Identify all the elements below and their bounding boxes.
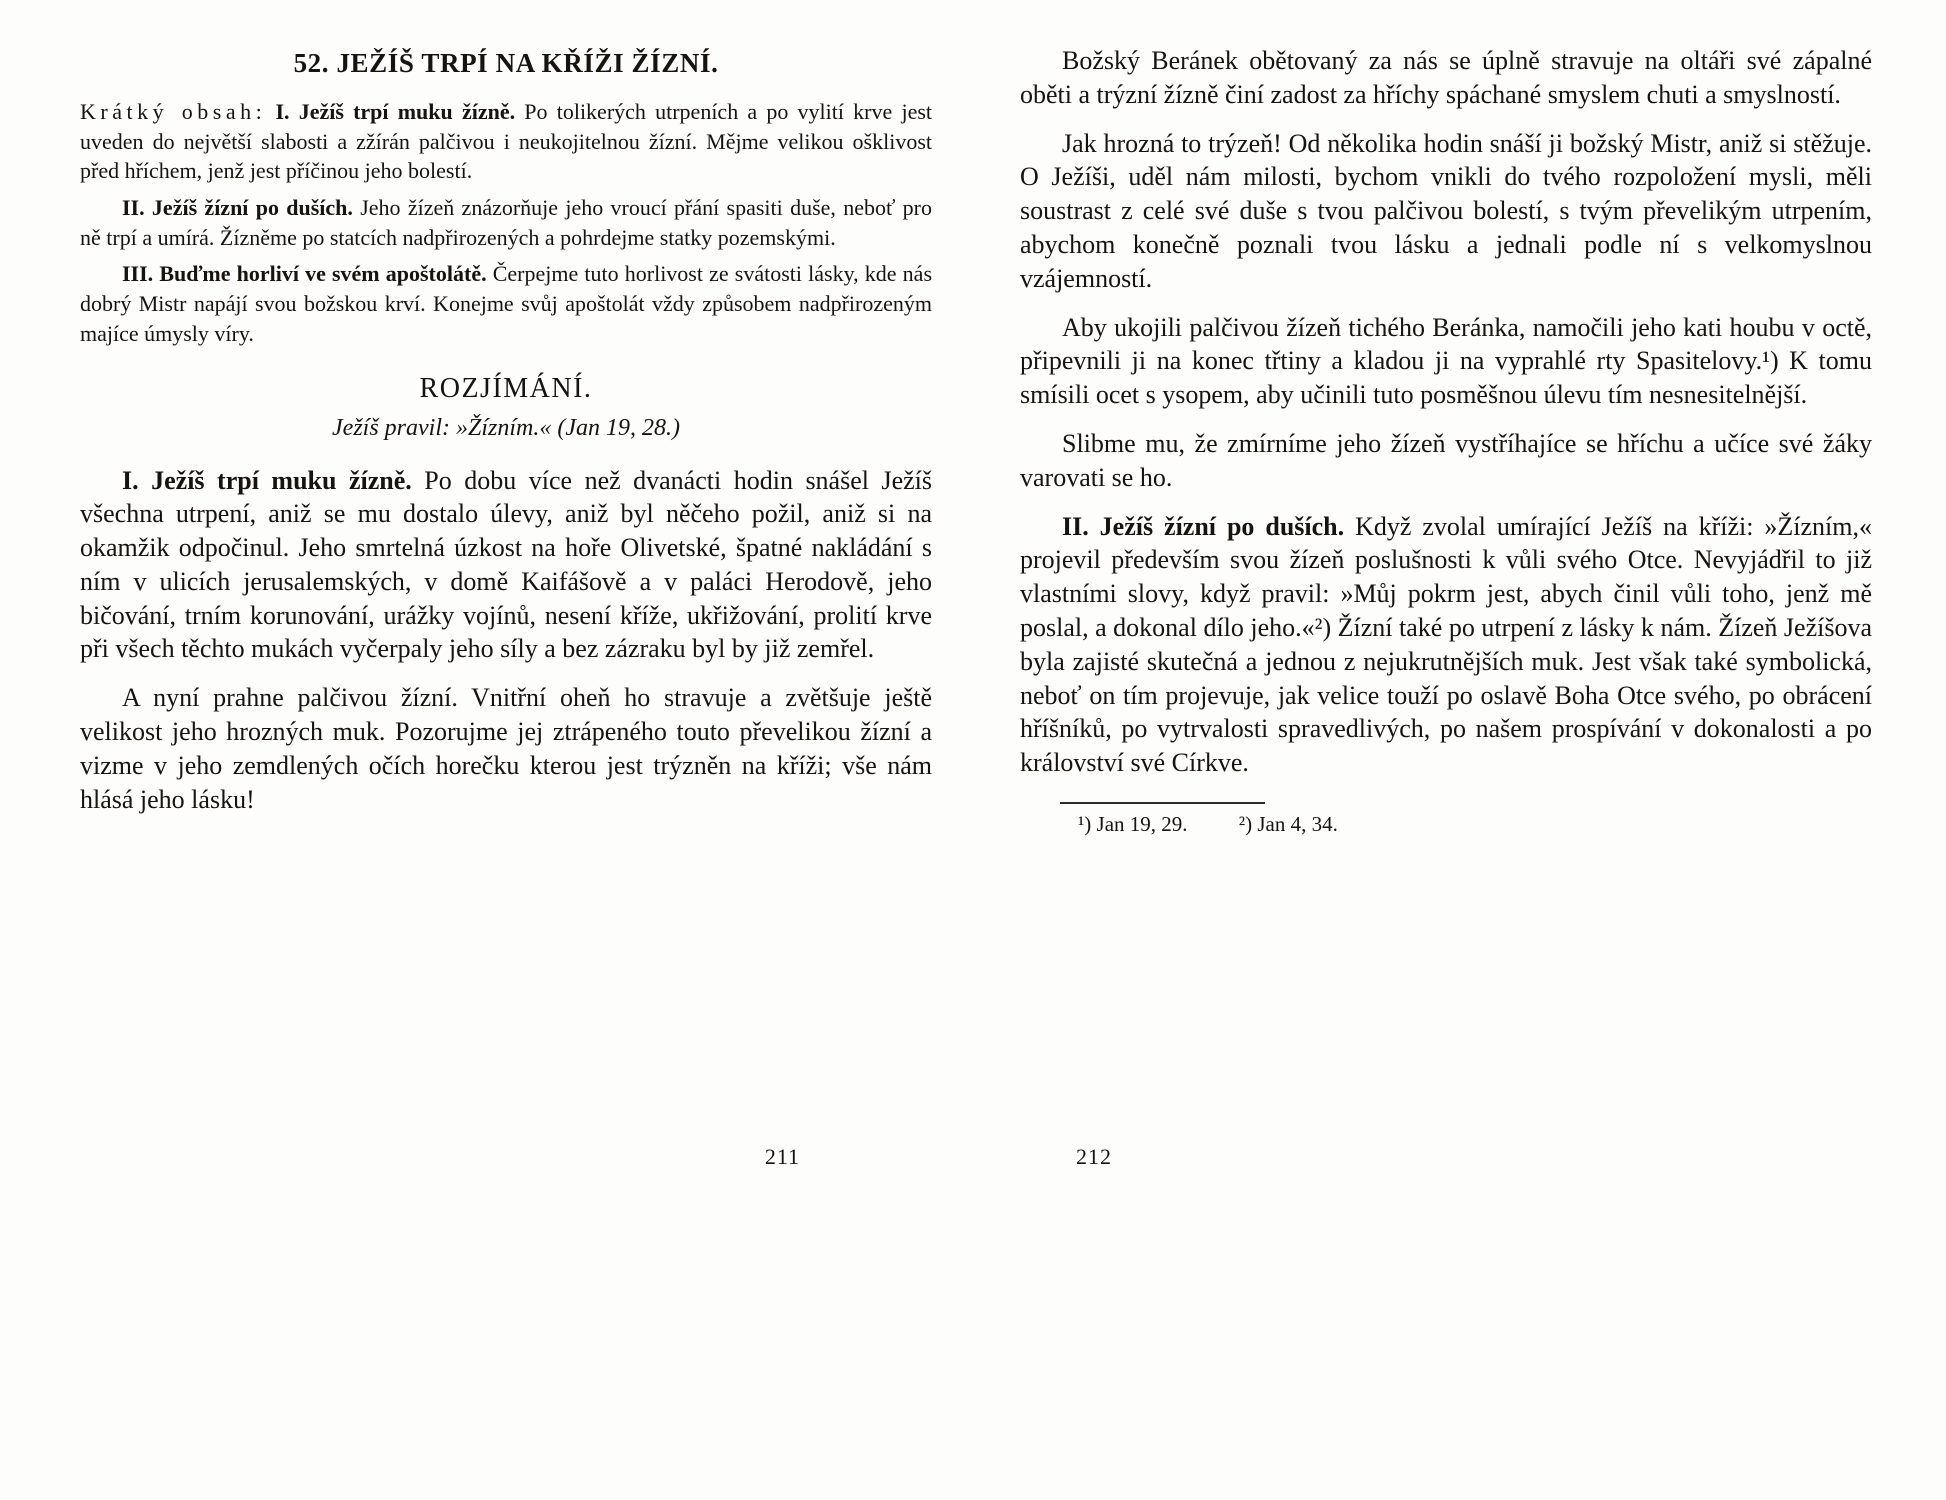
summary-paragraph-1	[80, 97, 932, 186]
footnote-1: ¹) Jan 19, 29.	[1078, 811, 1188, 836]
body-text-right-4: Slibme mu, že zmírníme jeho žízeň vystříhajíce se hříchu a učíce své žáky varovati se ho.	[1020, 428, 1872, 492]
scripture-quote: Ježíš pravil: »Žízním.« (Jan 19, 28.)	[332, 414, 680, 441]
body-text-right-2: Jak hrozná to trýzeň! Od několika hodin snáší ji božský Mistr, aniž si stěžuje. O Ježíši, uděl nám milosti, bychom vnikli do tvého rozpoložení mysli, měli soustrast z celé své duše s tvou palčivou bolestí, s tvým převelikým utrpením, abychom konečně poznali tvou lásku a jednali podle ní s velkomyslnou vzájemností.	[1020, 128, 1872, 293]
meditation-heading: ROZJÍMÁNÍ.	[419, 372, 593, 404]
summary-lead-1: I. Ježíš trpí muku žízně.	[275, 99, 516, 124]
summary-label: Krátký obsah:	[80, 99, 267, 124]
body-lead-right-5: II. Ježíš žízní po duších.	[1062, 511, 1345, 541]
body-paragraph-right-5	[1020, 510, 1872, 780]
page-number-left: 211	[764, 1144, 800, 1169]
body-text-right-5: Když zvolal umírající Ježíš na kříži: »Žízním,« projevil především svou žízeň poslušnosti k vůli svého Otce. Nevyjádřil to již vlastními slovy, když pravil: »Můj pokrm jest, abych činil vůli toho, jenž mě poslal, a dokonal dílo jeho.«²) Žízní také po utrpení z lásky k nám. Žízeň Ježíšova byla zajisté skutečná a jednou z nejukrutnějších muk. Jest však také symbolická, neboť on tím projevuje, jak velice touží po oslavě Boha Otce svého, po obrácení hříšníků, po vytrvalosti spravedlivých, po našem prospívání v dokonalosti a po království své Církve.	[1020, 511, 1872, 778]
body-paragraph-left-2	[80, 681, 932, 816]
footnote-rule	[1060, 802, 1265, 804]
summary-text-2: Jeho žízeň znázorňuje jeho vroucí přání spasiti duše, neboť pro ně trpí a umírá. Žízněme po statcích nadpřirozených a pohrdejme statky pozemskými.	[80, 195, 932, 250]
footnote-2: ²) Jan 4, 34.	[1238, 811, 1338, 836]
body-text-right-1: Božský Beránek obětovaný za nás se úplně stravuje na oltáři své zápalné oběti a trýzní žízně činí zadost za hříchy spáchané smyslem chuti a smyslností.	[1020, 46, 1872, 109]
page-right	[1020, 44, 1872, 1500]
chapter-title: 52. JEŽÍŠ TRPÍ NA KŘÍŽI ŽÍZNÍ.	[293, 48, 719, 78]
body-paragraph-right-3	[1020, 311, 1872, 412]
summary-paragraph-3	[80, 259, 932, 348]
summary-text-1: Po tolikerých utrpeních a po vylití krve jest uveden do největší slabosti a zžírán palčivou i neukojitelnou žízní. Mějme velikou ošklivost před hříchem, jenž jest příčinou jeho bolestí.	[80, 99, 933, 184]
body-text-left-1: Po dobu více než dvanácti hodin snášel Ježíš všechna utrpení, aniž se mu dostalo úlevy, aniž byl něčeho požil, aniž si na okamžik odpočinul. Jeho smrtelná úzkost na hoře Olivetské, špatné nakládání s ním v ulicích jerusalemských, v domě Kaifášově a v paláci Herodově, jeho bičování, trním korunování, urážky vojínů, nesení kříže, ukřižování, prolití krve při všech těchto mukách vyčerpaly jeho síly a bez zázraku byl by již zemřel.	[80, 465, 933, 664]
page-number-right: 212	[1076, 1144, 1112, 1169]
summary-lead-3: III. Buďme horliví ve svém apoštolátě.	[122, 261, 487, 287]
body-paragraph-right-2	[1020, 127, 1872, 296]
body-lead-left-1: I. Ježíš trpí muku žízně.	[122, 465, 412, 495]
summary-lead-2: II. Ježíš žízní po duších.	[122, 195, 353, 221]
footnotes	[1078, 812, 1872, 837]
body-text-left-2: A nyní prahne palčivou žízní. Vnitřní oheň ho stravuje a zvětšuje ještě velikost jeho hrozných muk. Pozorujme jej ztrápeného touto převelikou žízní a vizme v jeho zemdlených očích horečku kterou jest trýzněn na kříži; vše nám hlásá jeho lásku!	[80, 683, 932, 814]
body-paragraph-left-1	[80, 464, 932, 667]
body-paragraph-right-4	[1020, 427, 1872, 495]
page-left	[80, 44, 932, 1500]
summary-paragraph-2	[80, 193, 932, 252]
body-text-right-3: Aby ukojili palčivou žízeň tichého Beránka, namočili jeho kati houbu v octě, připevnili ji na konec třtiny a kladou ji na vyprahlé rty Spasitelovy.¹) K tomu smísili ocet s ysopem, aby učinili tuto posměšnou úlevu tím nesnesitelnější.	[1020, 312, 1872, 410]
body-paragraph-right-1	[1020, 44, 1872, 112]
summary-text-3: Čerpejme tuto horlivost ze svátosti lásky, kde nás dobrý Mistr napájí svou božskou krví. Konejme svůj apoštolát vždy způsobem nadpřirozeným majíce úmysly víry.	[80, 261, 933, 346]
